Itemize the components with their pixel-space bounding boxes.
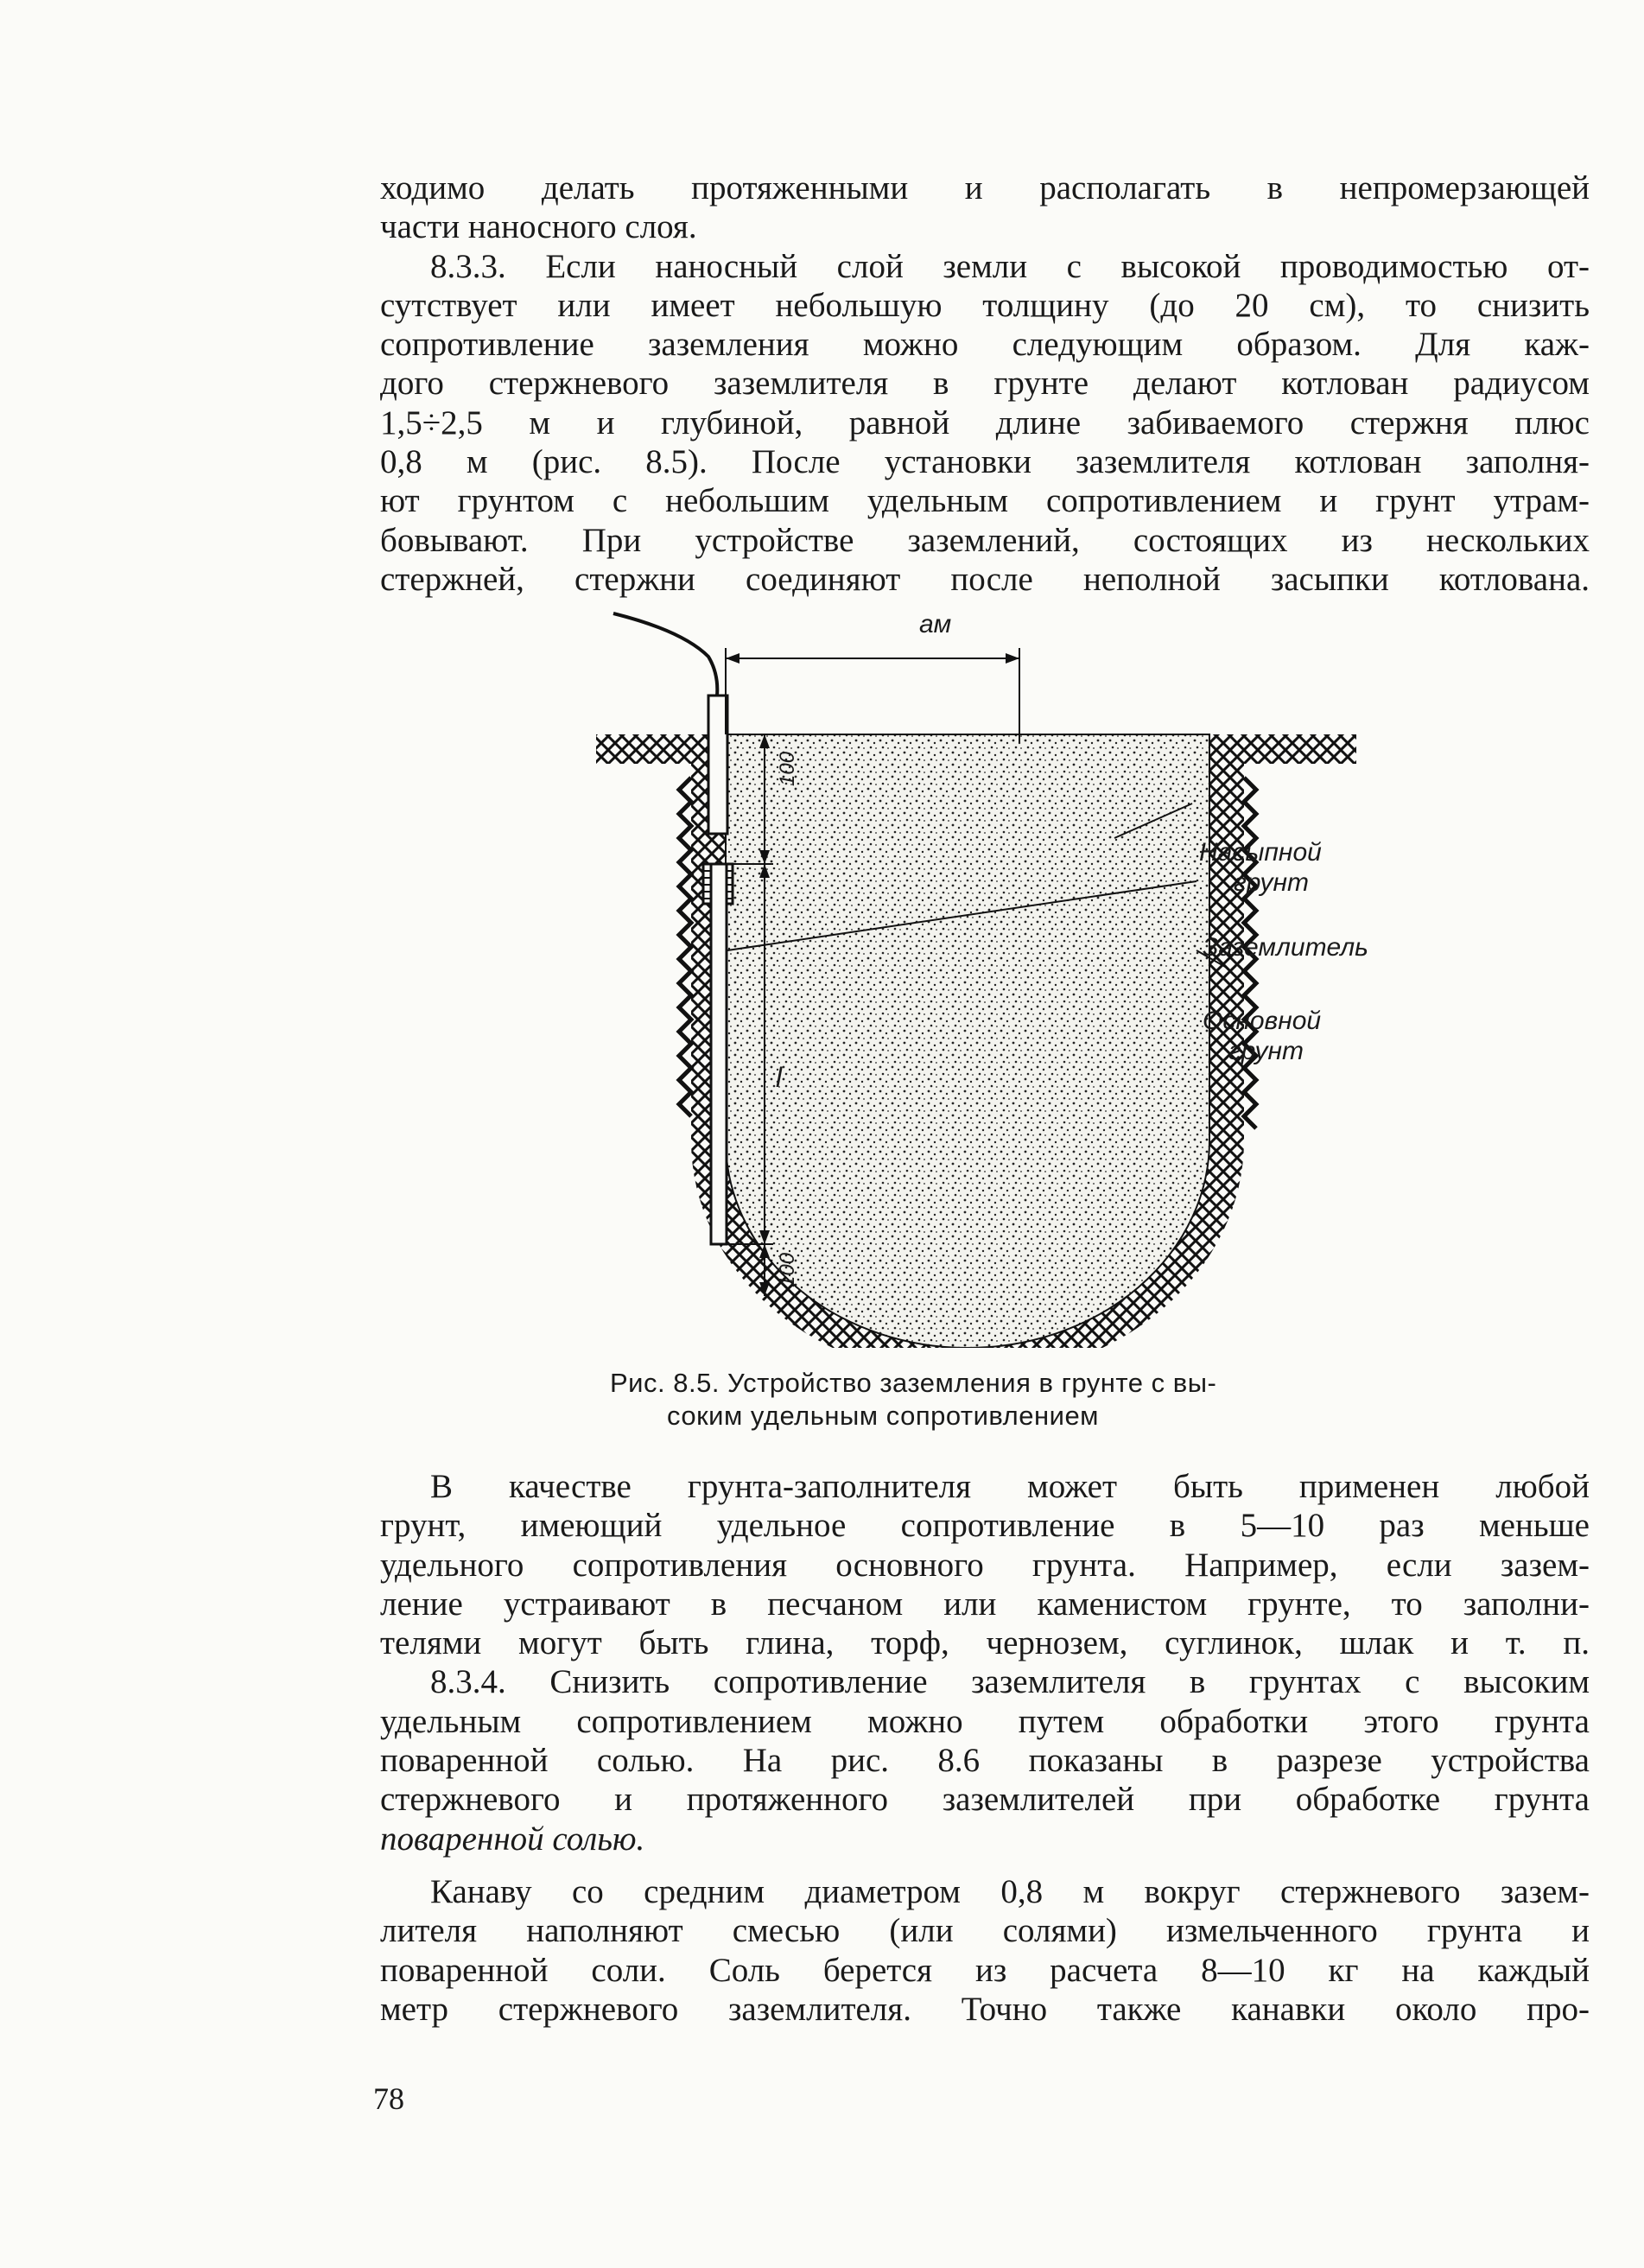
text-line: ходимо делать протяженными и располагать в непромерзающей bbox=[380, 169, 1590, 206]
label-dim-top: 100 bbox=[776, 751, 799, 786]
text-line: сутствует или имеет небольшую толщину (до 20 см), то снизить bbox=[380, 286, 1590, 324]
text-line: удельным сопротивлением можно путем обработки этого грунта bbox=[380, 1702, 1590, 1740]
label-dim-l: l bbox=[776, 1062, 783, 1093]
figure-8-5 bbox=[587, 605, 1417, 1348]
page-number: 78 bbox=[373, 2081, 404, 2116]
text-line: ют грунтом с небольшим удельным сопротивлением и грунт утрам- bbox=[380, 482, 1590, 520]
text-line: 0,8 м (рис. 8.5). После установки заземлителя котлован заполня- bbox=[380, 443, 1590, 481]
text-line: 8.3.3. Если наносный слой земли с высокой проводимостью от- bbox=[430, 247, 1590, 285]
text-line: лителя наполняют смесью (или солями) измельченного грунта и bbox=[380, 1912, 1590, 1950]
text-bottom bbox=[380, 1467, 1590, 2029]
text-line: 8.3.4. Снизить сопротивление заземлителя в грунтах с высоким bbox=[430, 1663, 1590, 1701]
text-line: метр стержневого заземлителя. Точно также канавки около про- bbox=[380, 1990, 1590, 2028]
cable bbox=[613, 613, 717, 696]
text-line: стержневого и протяженного заземлителей при обработке грунта bbox=[380, 1781, 1590, 1819]
text-line: В качестве грунта-заполнителя может быть применен любой bbox=[430, 1468, 1590, 1505]
paragraph-8-3-4 bbox=[380, 1662, 1590, 1858]
label-am: aм bbox=[919, 610, 952, 638]
text-line: бовывают. При устройстве заземлений, состоящих из нескольких bbox=[380, 521, 1590, 559]
paragraph-continued bbox=[380, 168, 1590, 247]
text-line: телями могут быть глина, торф, чернозем, суглинок, шлак и т. п. bbox=[380, 1624, 1590, 1662]
paragraph-8-3-3 bbox=[380, 247, 1590, 600]
text-line: 1,5÷2,5 м и глубиной, равной длине забиваемого стержня плюс bbox=[380, 403, 1590, 442]
label-fill-1: Насыпной bbox=[1199, 838, 1322, 867]
label-fill-2: грунт bbox=[1234, 868, 1309, 897]
text-line: поваренной солью. На рис. 8.6 показаны в разрезе устройства bbox=[380, 1742, 1590, 1780]
label-base-1: Основной bbox=[1203, 1007, 1322, 1035]
label-electrode: Заземлитель bbox=[1203, 933, 1368, 962]
rod-upper bbox=[708, 696, 727, 834]
paragraph-filler bbox=[380, 1467, 1590, 1662]
electrode bbox=[711, 864, 727, 1244]
base-soil-sawtooth-left bbox=[679, 778, 691, 1116]
figure-caption bbox=[610, 1367, 1353, 1433]
text-line: грунт, имеющий удельное сопротивление в 5—10 раз меньше bbox=[380, 1507, 1590, 1545]
text-line: сопротивление заземления можно следующим образом. Для каж- bbox=[380, 326, 1590, 364]
label-dim-bottom: 100 bbox=[776, 1252, 799, 1287]
paragraph-trench bbox=[380, 1872, 1590, 2029]
grounding-diagram bbox=[587, 605, 1417, 1348]
text-line: Канаву со средним диаметром 0,8 м вокруг стержневого зазем- bbox=[430, 1872, 1590, 1910]
text-line: дого стержневого заземлителя в грунте делают котлован радиусом bbox=[380, 365, 1590, 403]
text-line: поваренной солью. bbox=[380, 1820, 645, 1858]
text-line: удельного сопротивления основного грунта. Например, если зазем- bbox=[380, 1546, 1590, 1584]
caption-line-1: Рис. 8.5. Устройство заземления в грунте с вы- bbox=[610, 1368, 1217, 1398]
text-line: части наносного слоя. bbox=[380, 208, 697, 246]
label-base-2: грунт bbox=[1228, 1037, 1304, 1065]
text-top bbox=[380, 168, 1590, 599]
text-line: поваренной соли. Соль берется из расчета 8—10 кг на каждый bbox=[380, 1951, 1590, 1989]
text-line: стержней, стержни соединяют после неполной засыпки котлована. bbox=[380, 560, 1590, 598]
text-line: ление устраивают в песчаном или каменистом грунте, то заполни- bbox=[380, 1585, 1590, 1623]
caption-line-2: соким удельным сопротивлением bbox=[667, 1401, 1099, 1431]
